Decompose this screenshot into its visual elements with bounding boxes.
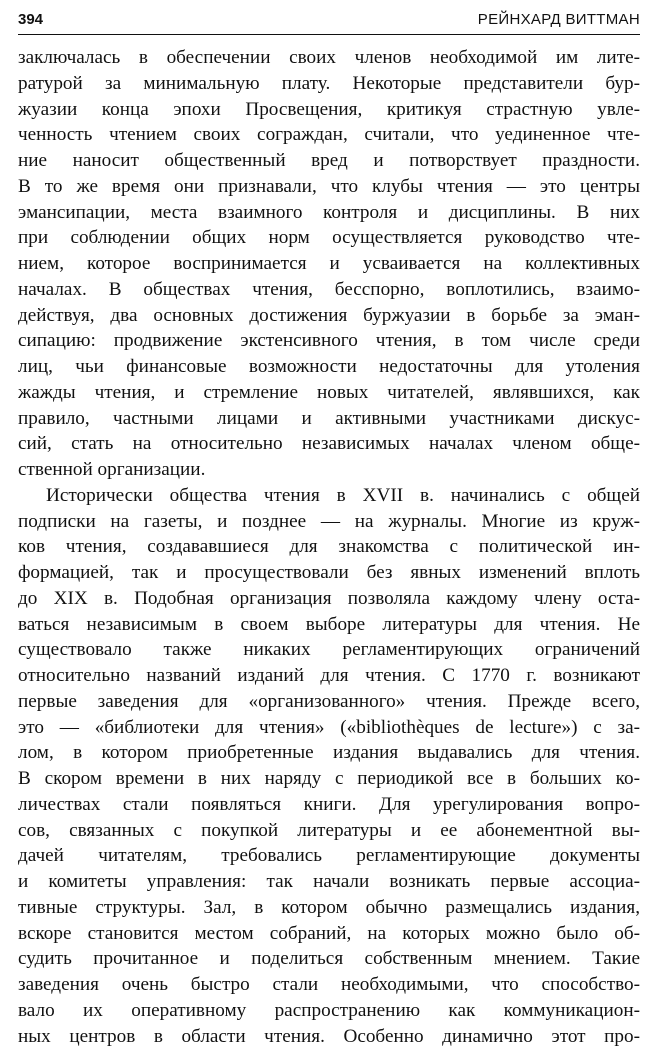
paragraph	[18, 483, 640, 1050]
text-line: и комитеты управления: так начали возникать первые ассоциа-	[18, 871, 640, 892]
text-line: действуя, два основных достижения буржуазии в борьбе за эман-	[18, 304, 640, 326]
text-line: при соблюдении общих норм осуществляется руководство чте-	[18, 227, 640, 249]
running-head: РЕЙНХАРД ВИТТМАН	[477, 11, 640, 28]
text-line: тивные структуры. Зал, в котором обычно размещались издания,	[18, 896, 640, 918]
text-line: это — «библиотеки для чтения» («bibliothèques de lecture») с за-	[18, 716, 640, 738]
text-line: судить прочитанное и поделиться собственным мнением. Такие	[18, 948, 640, 970]
text-line: ваться независимым в своем выборе литературы для чтения. Не	[18, 613, 640, 635]
header-rule	[18, 34, 640, 35]
page-number: 394	[18, 11, 44, 28]
text-line: правило, частными лицами и активными участниками дискус-	[18, 407, 640, 429]
text-line: Исторически общества чтения в XVII в. начинались с общей	[46, 484, 640, 506]
text-line: подписки на газеты, и позднее — на журналы. Многие из круж-	[18, 510, 640, 532]
text-line: дачей читателям, требовались регламентирующие документы	[18, 845, 640, 867]
text-line: формацией, так и просуществовали без явных изменений вплоть	[18, 562, 640, 583]
text-line: лом, в котором приобретенные издания выдавались для чтения.	[18, 742, 640, 764]
body-text	[18, 45, 640, 1049]
text-line: сипацию: продвижение экстенсивного чтения, в том числе среди	[18, 330, 640, 352]
text-line: ков чтения, создававшиеся для знакомства с политической ин-	[18, 536, 640, 558]
text-line: личествах стали появляться книги. Для урегулирования вопро-	[18, 793, 640, 815]
text-line: существовало также никаких регламентирующих ограничений	[18, 639, 640, 661]
text-line: ние наносит общественный вред и потворствует праздности.	[18, 150, 640, 171]
text-line: эмансипации, места взаимного контроля и дисциплины. В них	[18, 201, 640, 223]
text-line: вскоре становится местом собраний, на которых можно было об-	[18, 922, 640, 944]
text-line: ственной организации.	[18, 459, 206, 480]
text-line: вало их оперативному распространению как коммуникацион-	[18, 999, 640, 1021]
text-line: относительно названий изданий для чтения. С 1770 г. возникают	[18, 665, 640, 686]
text-line: лиц, чьи финансовые возможности недостаточны для утоления	[18, 356, 640, 377]
text-line: сий, стать на относительно независимых началах членом обще-	[18, 433, 640, 455]
text-line: заключалась в обеспечении своих членов необходимой им лите-	[18, 47, 640, 68]
text-line: В скором времени в них наряду с периодикой все в больших ко-	[18, 768, 640, 789]
text-line: первые заведения для «организованного» чтения. Прежде всего,	[18, 690, 640, 712]
text-line: заведения очень быстро стали необходимыми, что способство-	[18, 974, 640, 995]
text-line: жажды чтения, и стремление новых читателей, являвшихся, как	[18, 381, 640, 403]
text-line: ных центров в области чтения. Особенно динамично этот про-	[18, 1025, 640, 1047]
page-header	[18, 10, 640, 32]
text-line: сов, связанных с покупкой литературы и ее абонементной вы-	[18, 819, 640, 841]
text-line: ратурой за минимальную плату. Некоторые представители бур-	[18, 72, 640, 94]
text-line: началах. В обществах чтения, бесспорно, воплотились, взаимо-	[18, 278, 640, 300]
text-line: ченность чтением своих сограждан, считали, что уединенное чте-	[18, 124, 640, 146]
text-line: нием, которое воспринимается и усваивается на коллективных	[18, 253, 640, 274]
text-line: жуазии конца эпохи Просвещения, критикуя страстную увле-	[18, 98, 640, 120]
text-line: до XIX в. Подобная организация позволяла каждому члену оста-	[18, 587, 640, 609]
text-line: В то же время они признавали, что клубы чтения — это центры	[18, 175, 640, 197]
paragraph	[18, 45, 640, 483]
